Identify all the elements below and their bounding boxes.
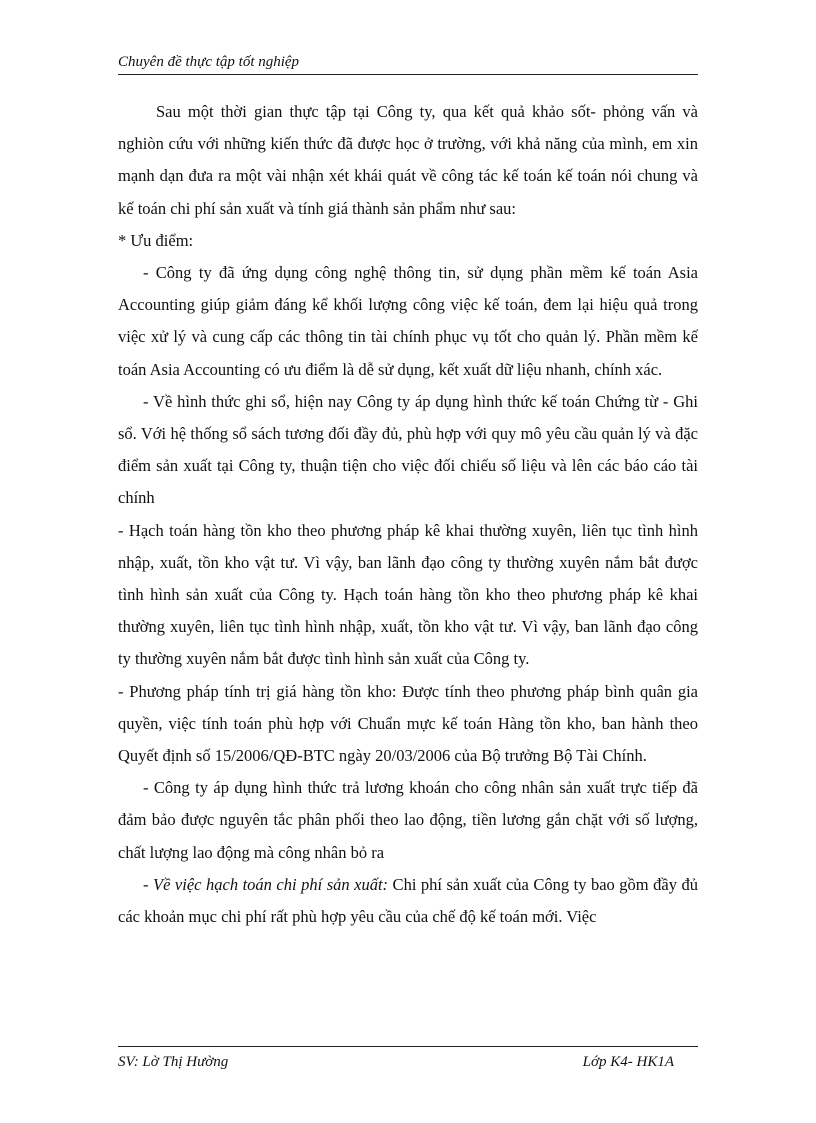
page-footer <box>118 1046 698 1071</box>
paragraph-wages: - Công ty áp dụng hình thức trả lương khoán cho công nhân sản xuất trực tiếp đã đảm bảo được nguyên tắc phân phối theo lao động, tiền lương gắn chặt với số lượng, chất lượng lao động mà công nhân bỏ ra <box>118 778 698 862</box>
advantages-heading: * Ưu điểm: <box>118 230 194 250</box>
paragraph-inventory-valuation: - Phương pháp tính trị giá hàng tồn kho: Được tính theo phương pháp bình quân gia quyền, việc tính toán phù hợp với Chuẩn mực kế toán Hàng tồn kho, ban hành theo Quyết định số 15/2006/QĐ-BTC ngày 20/03/2006 của Bộ trưởng Bộ Tài Chính. <box>118 681 698 766</box>
intro-paragraph: Sau một thời gian thực tập tại Công ty, qua kết quả khảo sốt- phỏng vấn và nghiòn cứu với những kiến thức đã được học ở trường, với khả năng của mình, em xin mạnh dạn đưa ra một vài nhận xét khái quát về công tác kế toán kế toán nói chung và kế toán chi phí sản xuất và tính giá thành sản phẩm như sau: <box>118 102 698 218</box>
footer-student: SV: Lờ Thị Hường <box>118 1054 229 1070</box>
document-body <box>118 96 698 933</box>
footer-class: Lớp K4- HK1A <box>582 1054 674 1070</box>
paragraph-software: - Công ty đã ứng dụng công nghệ thông tin, sử dụng phần mềm kế toán Asia Accounting giúp giảm đáng kể khối lượng công việc kế toán, đem lại hiệu quả trong việc xử lý và cung cấp các thông tin tài chính phục vụ tốt cho quản lý. Phần mềm kế toán Asia Accounting có ưu điểm là dễ sử dụng, kết xuất dữ liệu nhanh, chính xác. <box>118 263 698 379</box>
page-header <box>118 52 698 75</box>
paragraph-inventory: - Hạch toán hàng tồn kho theo phương pháp kê khai thường xuyên, liên tục tình hình nhập, xuất, tồn kho vật tư. Vì vậy, ban lãnh đạo công ty thường xuyên nắm bắt được tình hình sản xuất của Công ty. Hạch toán hàng tồn kho theo phương pháp kê khai thường xuyên, liên tục tình hình nhập, xuất, tồn kho vật tư. Vì vậy, ban lãnh đạo công ty thường xuyên nắm bắt được tình hình sản xuất của Công ty. <box>118 520 698 669</box>
paragraph-cost-prefix: - <box>143 874 154 894</box>
paragraph-cost-accounting <box>118 869 698 933</box>
paragraph-cost-text: Chi phí sản xuất của Công ty bao gồm đầy đủ các khoản mục chi phí rất phù hợp yêu cầu của chế độ kế toán mới. Việc <box>118 874 698 927</box>
header-title: Chuyên đề thực tập tốt nghiệp <box>118 54 300 70</box>
paragraph-cost-emphasis: Về việc hạch toán chi phí sản xuất: <box>153 874 389 894</box>
paragraph-bookkeeping: - Về hình thức ghi sổ, hiện nay Công ty áp dụng hình thức kế toán Chứng từ - Ghi sổ. Với hệ thống sổ sách tương đối đầy đủ, phù hợp với quy mô yêu cầu quản lý và đặc điểm sản xuất tại Công ty, thuận tiện cho việc đối chiếu số liệu và lên các báo cáo tài chính <box>118 391 698 508</box>
